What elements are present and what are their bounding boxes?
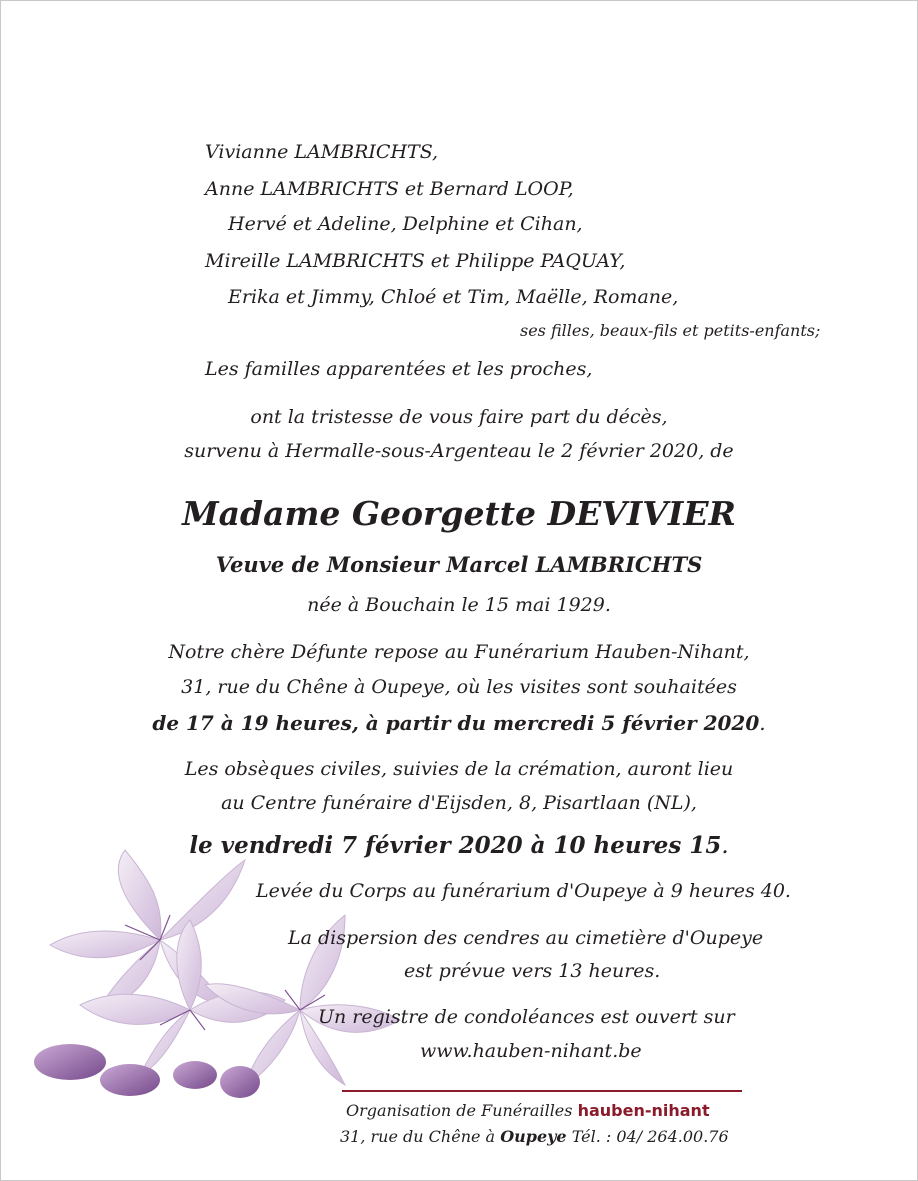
- family-line-1: Vivianne LAMBRICHTS,: [205, 141, 439, 163]
- funeral-line-5: La dispersion des cendres au cimetière d'Oupeye: [288, 927, 764, 949]
- announcement-line-2: survenu à Hermalle-sous-Argenteau le 2 février 2020, de: [184, 440, 734, 462]
- footer-address: [340, 1129, 729, 1145]
- family-line-2: Anne LAMBRICHTS et Bernard LOOP,: [205, 178, 574, 200]
- brand-logo: hauben-nihant: [577, 1101, 710, 1120]
- funeral-date: le vendredi 7 février 2020 à 10 heures 15: [189, 832, 722, 859]
- announcement-line-1: ont la tristesse de vous faire part du décès,: [250, 406, 668, 428]
- footer-address-prefix: 31, rue du Chêne à: [340, 1127, 496, 1146]
- visitation-line-1: Notre chère Défunte repose au Funérarium Hauben-Nihant,: [168, 641, 750, 663]
- family-relation: ses filles, beaux-fils et petits-enfants;: [520, 321, 821, 340]
- funeral-line-3: [0, 834, 918, 858]
- funeral-period: .: [721, 833, 729, 859]
- visitation-line-3: [0, 713, 918, 733]
- visitation-line-2: 31, rue du Chêne à Oupeye, où les visites sont souhaitées: [181, 676, 737, 698]
- funeral-line-7: Un registre de condoléances est ouvert sur: [318, 1006, 735, 1028]
- deceased-spouse: Veuve de Monsieur Marcel LAMBRICHTS: [215, 552, 703, 577]
- footer-phone: Tél. : 04/ 264.00.76: [571, 1127, 729, 1146]
- funeral-line-2: au Centre funéraire d'Eijsden, 8, Pisartlaan (NL),: [221, 792, 697, 814]
- deceased-name: Madame Georgette DEVIVIER: [182, 494, 736, 533]
- visitation-period: .: [759, 711, 766, 735]
- funeral-line-6: est prévue vers 13 heures.: [404, 960, 661, 982]
- funeral-line-1: Les obsèques civiles, suivies de la crémation, auront lieu: [184, 758, 734, 780]
- footer-org-prefix: Organisation de Funérailles: [346, 1101, 573, 1120]
- footer-divider: [342, 1090, 742, 1092]
- footer-organisation: [346, 1103, 710, 1119]
- deceased-born: née à Bouchain le 15 mai 1929.: [307, 594, 611, 616]
- family-line-6: Les familles apparentées et les proches,: [205, 358, 593, 380]
- family-line-4: Mireille LAMBRICHTS et Philippe PAQUAY,: [205, 250, 626, 272]
- family-line-5: Erika et Jimmy, Chloé et Tim, Maëlle, Romane,: [228, 286, 679, 308]
- funeral-line-4: Levée du Corps au funérarium d'Oupeye à 9 heures 40.: [256, 880, 791, 902]
- footer-town: Oupeye: [500, 1127, 567, 1146]
- visitation-hours: de 17 à 19 heures, à partir du mercredi 5 février 2020: [152, 711, 760, 735]
- family-line-3: Hervé et Adeline, Delphine et Cihan,: [228, 213, 583, 235]
- website-link[interactable]: www.hauben-nihant.be: [420, 1040, 642, 1062]
